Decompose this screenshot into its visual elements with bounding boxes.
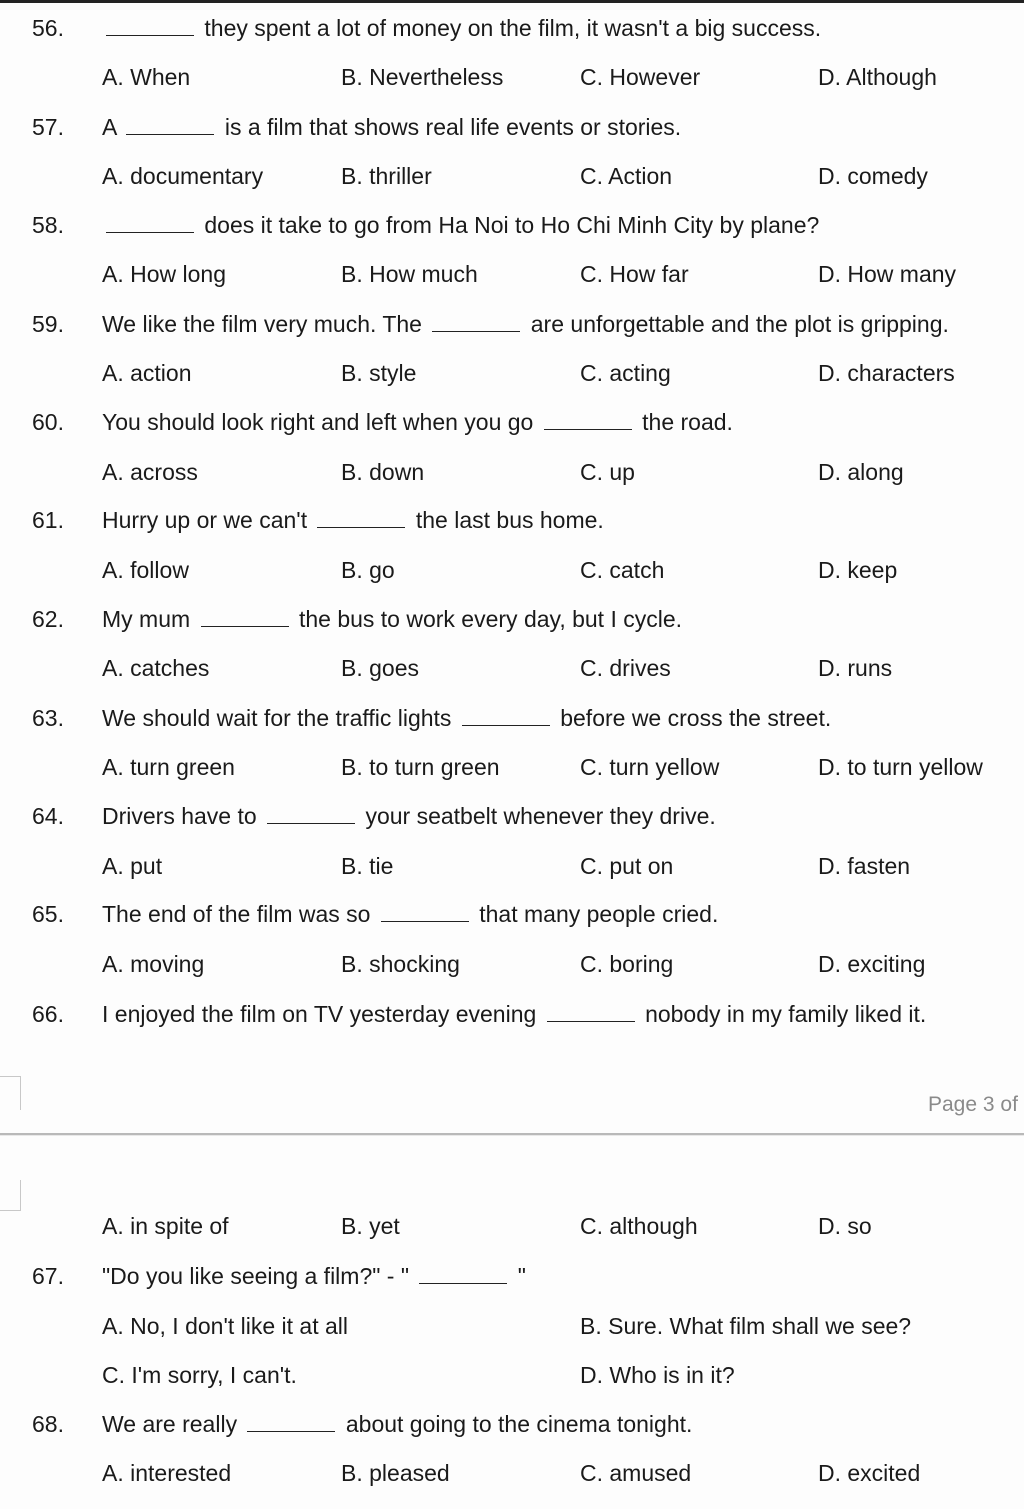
options-67-row-2 — [0, 1359, 1024, 1391]
option-c: C. How far — [580, 261, 689, 287]
options-57 — [0, 160, 1024, 192]
answer-blank — [462, 703, 550, 726]
question-56 — [0, 12, 1024, 44]
option-c: C. put on — [580, 853, 674, 879]
options-66 — [0, 1210, 1024, 1242]
answer-blank — [419, 1261, 507, 1284]
question-stem: Drivers have to your seatbelt whenever they drive. — [102, 803, 716, 829]
question-stem: Hurry up or we can't the last bus home. — [102, 507, 604, 533]
question-stem: I enjoyed the film on TV yesterday evening nobody in my family liked it. — [102, 1001, 927, 1027]
option-b: B. style — [341, 360, 417, 386]
options-65 — [0, 948, 1024, 980]
option-d: D. Who is in it? — [580, 1362, 735, 1388]
answer-blank — [544, 407, 632, 430]
options-59 — [0, 357, 1024, 389]
page-top-rule — [0, 0, 1024, 3]
option-c: C. I'm sorry, I can't. — [102, 1362, 297, 1388]
option-a: A. moving — [102, 951, 205, 977]
options-62 — [0, 652, 1024, 684]
options-68 — [0, 1457, 1024, 1489]
option-d: D. runs — [818, 655, 893, 681]
option-d: D. exciting — [818, 951, 926, 977]
option-b: B. How much — [341, 261, 478, 287]
option-d: D. so — [818, 1213, 872, 1239]
option-a: A. across — [102, 459, 198, 485]
options-67-row-1 — [0, 1310, 1024, 1342]
option-b: B. down — [341, 459, 425, 485]
question-60 — [0, 406, 1024, 438]
option-b: B. Sure. What film shall we see? — [580, 1313, 912, 1339]
option-c: C. boring — [580, 951, 674, 977]
option-d: D. excited — [818, 1460, 921, 1486]
option-a: A. follow — [102, 557, 189, 583]
option-c: C. However — [580, 64, 701, 90]
question-number: 56. — [32, 15, 64, 41]
option-a: A. in spite of — [102, 1213, 229, 1239]
option-b: B. shocking — [341, 951, 460, 977]
options-63 — [0, 751, 1024, 783]
question-number: 60. — [32, 409, 64, 435]
question-59 — [0, 308, 1024, 340]
option-c: C. drives — [580, 655, 671, 681]
question-66 — [0, 998, 1024, 1030]
question-65 — [0, 898, 1024, 930]
answer-blank — [106, 13, 194, 36]
option-b: B. thriller — [341, 163, 432, 189]
option-d: D. How many — [818, 261, 957, 287]
page-number-footer: Page 3 of — [928, 1093, 1018, 1116]
corner-crop-mark — [0, 1180, 21, 1211]
question-number: 59. — [32, 311, 64, 337]
question-stem: You should look right and left when you go the road. — [102, 409, 733, 435]
option-a: A. interested — [102, 1460, 232, 1486]
option-b: B. Nevertheless — [341, 64, 504, 90]
option-d: D. to turn yellow — [818, 754, 983, 780]
question-57 — [0, 111, 1024, 143]
answer-blank — [267, 801, 355, 824]
option-d: D. fasten — [818, 853, 911, 879]
question-number: 66. — [32, 1001, 64, 1027]
question-stem: "Do you like seeing a film?" - " " — [102, 1263, 526, 1289]
option-c: C. up — [580, 459, 635, 485]
corner-crop-mark — [0, 1076, 21, 1110]
question-number: 63. — [32, 705, 64, 731]
question-68 — [0, 1408, 1024, 1440]
option-b: B. yet — [341, 1213, 400, 1239]
question-number: 58. — [32, 212, 64, 238]
question-stem: they spent a lot of money on the film, it wasn't a big success. — [102, 12, 821, 44]
question-number: 61. — [32, 507, 64, 533]
option-d: D. Although — [818, 64, 937, 90]
options-61 — [0, 554, 1024, 586]
answer-blank — [126, 112, 214, 135]
option-b: B. pleased — [341, 1460, 450, 1486]
question-number: 62. — [32, 606, 64, 632]
question-stem: My mum the bus to work every day, but I cycle. — [102, 606, 683, 632]
option-d: D. characters — [818, 360, 955, 386]
question-58 — [0, 209, 1024, 241]
options-58 — [0, 258, 1024, 290]
option-c: C. amused — [580, 1460, 692, 1486]
answer-blank — [201, 604, 289, 627]
option-c: C. although — [580, 1213, 698, 1239]
option-c: C. turn yellow — [580, 754, 720, 780]
question-stem: A is a film that shows real life events or stories. — [102, 114, 682, 140]
option-a: A. documentary — [102, 163, 264, 189]
option-a: A. No, I don't like it at all — [102, 1313, 349, 1339]
question-number: 67. — [32, 1263, 64, 1289]
option-b: B. goes — [341, 655, 419, 681]
answer-blank — [432, 309, 520, 332]
question-number: 68. — [32, 1411, 64, 1437]
option-b: B. go — [341, 557, 395, 583]
question-stem: We like the film very much. The are unforgettable and the plot is gripping. — [102, 311, 949, 337]
option-d: D. comedy — [818, 163, 928, 189]
page-break-shadow — [0, 1135, 1024, 1136]
question-stem: We are really about going to the cinema tonight. — [102, 1411, 693, 1437]
option-c: C. acting — [580, 360, 671, 386]
option-a: A. When — [102, 64, 191, 90]
option-b: B. to turn green — [341, 754, 500, 780]
question-number: 57. — [32, 114, 64, 140]
option-d: D. keep — [818, 557, 898, 583]
question-number: 64. — [32, 803, 64, 829]
question-67 — [0, 1260, 1024, 1292]
answer-blank — [247, 1409, 335, 1432]
option-a: A. turn green — [102, 754, 235, 780]
options-64 — [0, 850, 1024, 882]
options-60 — [0, 456, 1024, 488]
question-62 — [0, 603, 1024, 635]
answer-blank — [547, 999, 635, 1022]
answer-blank — [317, 505, 405, 528]
option-a: A. catches — [102, 655, 210, 681]
options-56 — [0, 61, 1024, 93]
question-63 — [0, 702, 1024, 734]
answer-blank — [381, 899, 469, 922]
option-a: A. put — [102, 853, 163, 879]
option-c: C. Action — [580, 163, 673, 189]
option-a: A. How long — [102, 261, 227, 287]
option-d: D. along — [818, 459, 904, 485]
question-stem: The end of the film was so that many people cried. — [102, 901, 719, 927]
question-number: 65. — [32, 901, 64, 927]
question-61 — [0, 504, 1024, 536]
answer-blank — [106, 210, 194, 233]
question-64 — [0, 800, 1024, 832]
question-stem: We should wait for the traffic lights before we cross the street. — [102, 705, 832, 731]
option-a: A. action — [102, 360, 192, 386]
option-c: C. catch — [580, 557, 665, 583]
question-stem: does it take to go from Ha Noi to Ho Chi Minh City by plane? — [102, 209, 819, 241]
option-b: B. tie — [341, 853, 394, 879]
